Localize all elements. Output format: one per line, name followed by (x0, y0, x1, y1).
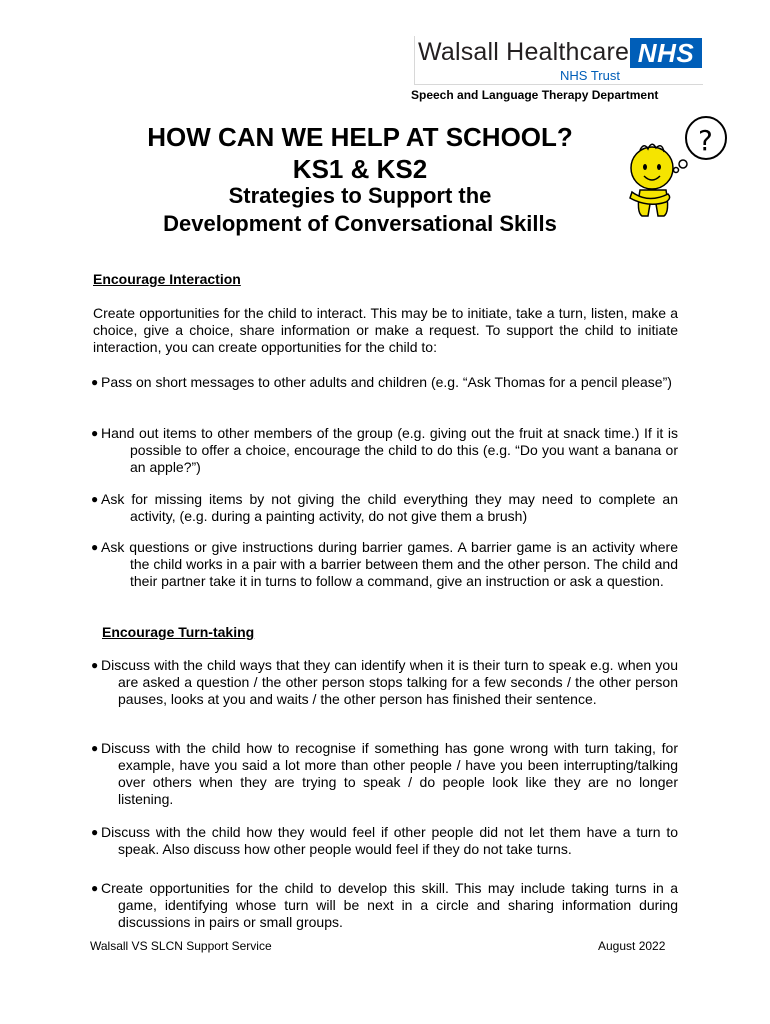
list-item: ● Discuss with the child how they would feel if other people did not let them have a turn to speak. Also discuss how other people would feel if they do not take turns. (91, 824, 678, 857)
page-subtitle-1: Strategies to Support the (228, 183, 492, 208)
page-title-stage: KS1 & KS2 (292, 154, 428, 184)
list-item: ● Discuss with the child ways that they can identify when it is their turn to speak e.g. when you are asked a question / the other person stops talking for a few seconds / the other person pauses, looks at you and waits / the other person has finished their sentence. (91, 657, 678, 707)
list-item: ● Pass on short messages to other adults and children (e.g. “Ask Thomas for a pencil please”) (91, 374, 672, 390)
page-title: HOW CAN WE HELP AT SCHOOL? (147, 122, 573, 152)
section-heading-interaction: Encourage Interaction (93, 271, 241, 287)
footer-service: Walsall VS SLCN Support Service (90, 939, 272, 953)
thinking-child-icon (618, 112, 730, 224)
nhs-badge: NHS (630, 38, 702, 68)
list-item: ● Discuss with the child how to recognise if something has gone wrong with turn taking, for example, have you said a lot more than other people / have you been interrupting/talking over others when they are trying to speak / do people look like they are no longer listening. (91, 740, 678, 807)
list-item: ● Ask for missing items by not giving the child everything they may need to complete an activity, (e.g. during a painting activity, do not give them a brush) (91, 491, 678, 524)
footer-date: August 2022 (598, 939, 666, 953)
section-intro: Create opportunities for the child to interact. This may be to initiate, take a turn, listen, make a choice, give a choice, share information or make a request. To support the child to initiate interaction, you can create opportunities for the child to: (93, 305, 678, 355)
department-name: Speech and Language Therapy Department (411, 88, 659, 102)
list-item: ● Ask questions or give instructions during barrier games. A barrier game is an activity where the child works in a pair with a barrier between them and the other person. The child and their partner take it in turns to follow a command, give an instruction or ask a question. (91, 539, 678, 589)
bubble-question-mark: ? (698, 124, 713, 157)
list-item: ● Hand out items to other members of the group (e.g. giving out the fruit at snack time.) If it is possible to offer a choice, encourage the child to do this (e.g. “Do you want a banana or an apple?”) (91, 425, 678, 475)
list-item: ● Create opportunities for the child to develop this skill. This may include taking turns in a game, identifying whose turn will be next in a circle and sharing information during discussions in pairs or small groups. (91, 880, 678, 930)
org-name: Walsall Healthcare (418, 38, 630, 66)
page-subtitle-2: Development of Conversational Skills (163, 211, 557, 236)
section-heading-turn-taking: Encourage Turn-taking (102, 624, 255, 640)
trust-name: NHS Trust (560, 68, 620, 83)
